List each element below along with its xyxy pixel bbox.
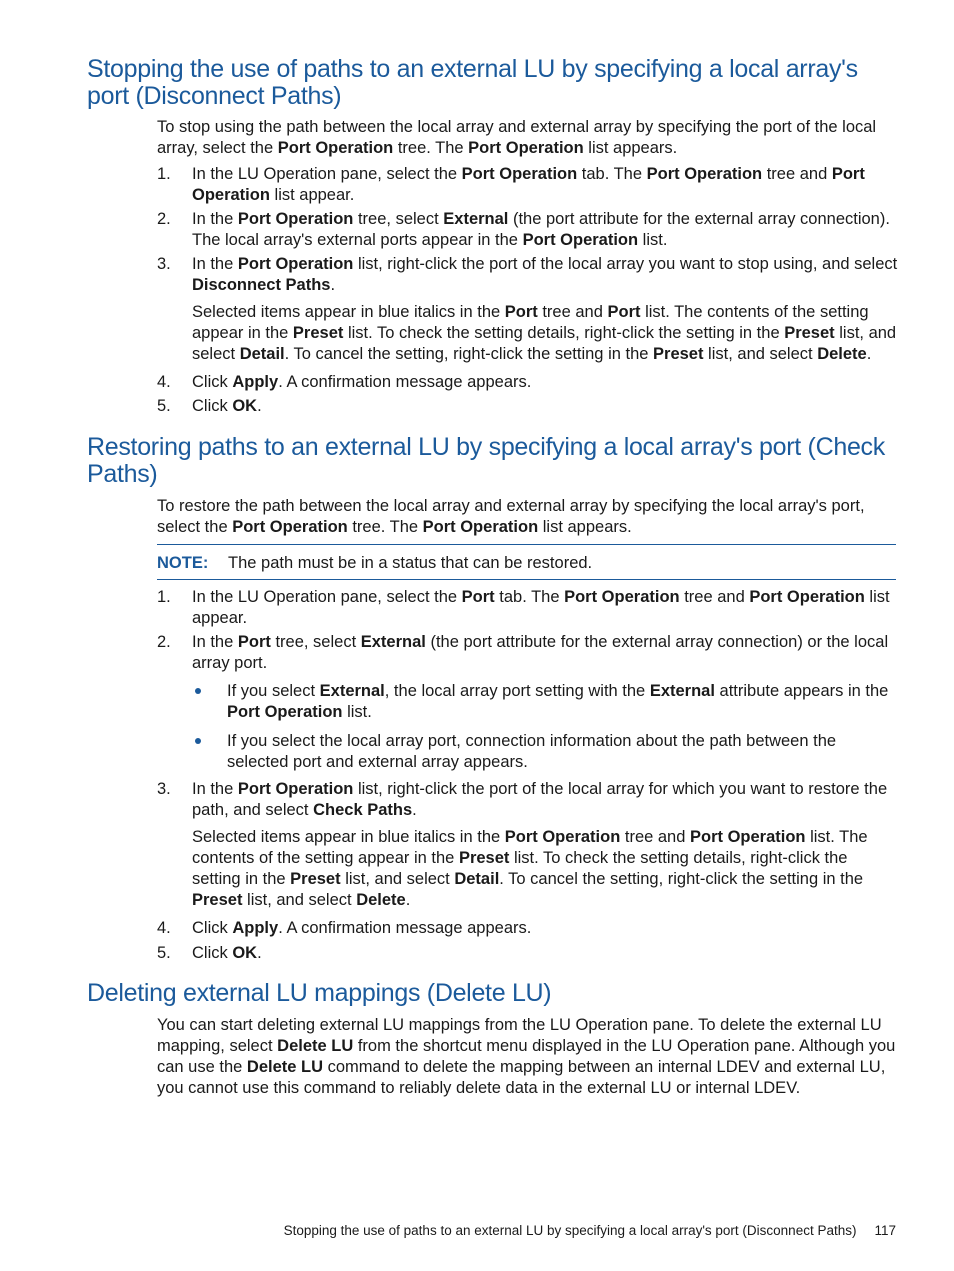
step-number: 1.: [157, 588, 171, 606]
step-number: 2.: [157, 210, 171, 228]
ui-term: Check Paths: [313, 801, 413, 819]
ui-term: Port Operation: [690, 828, 806, 846]
section-heading-delete-lu: Deleting external LU mappings (Delete LU): [87, 979, 552, 1007]
ui-term: Apply: [232, 919, 279, 937]
ui-term: Delete: [356, 891, 406, 909]
note-box: [157, 544, 896, 580]
section2-intro: To restore the path between the local array and external array by specifying the local array's port, select the Port Operation tree. The Port Operation list appears.: [157, 497, 865, 536]
step-text: In the LU Operation pane, select the Port Operation tab. The Port Operation tree and Port Operation list appear.: [192, 165, 865, 204]
step-text: In the Port Operation list, right-click the port of the local array for which you want to restore the path, and select Check Paths.: [192, 780, 888, 819]
ui-term: Preset: [653, 345, 704, 363]
ui-term: Port Operation: [564, 588, 680, 606]
ui-term: Port Operation: [277, 139, 394, 157]
step-text: In the Port Operation list, right-click the port of the local array you want to stop using, and select Disconnect Paths.: [192, 255, 898, 294]
step-text: In the Port tree, select External (the port attribute for the external array connection) or the local array port.: [192, 633, 889, 672]
ui-term: Port: [504, 303, 538, 321]
note-text: The path must be in a status that can be restored.: [228, 554, 593, 572]
step-text: In the LU Operation pane, select the Port tab. The Port Operation tree and Port Operation list appear.: [192, 588, 890, 627]
ui-term: Port Operation: [192, 165, 865, 204]
section3-body: You can start deleting external LU mappings from the LU Operation pane. To delete the external LU mapping, select Delete LU from the shortcut menu displayed in the LU Operation pane. Although you can use the Delete LU command to delete the mapping between an internal LDEV and external LU, you cannot use this command to reliably delete data in the external LU or internal LDEV.: [157, 1016, 896, 1097]
ui-term: Port: [237, 633, 271, 651]
ui-term: OK: [232, 944, 258, 962]
page-number: 117: [874, 1223, 896, 1238]
section2-step3-note: Selected items appear in blue italics in the Port Operation tree and Port Operation list. The contents of the setting appear in the Preset list. To check the setting details, right-click the setting in the Preset list, and select Detail. To cancel the setting, right-click the setting in the Preset list, and select Delete.: [192, 828, 868, 909]
ui-term: Preset: [458, 849, 510, 867]
ui-term: Port Operation: [237, 780, 354, 798]
section1-step3-note: Selected items appear in blue italics in the Port tree and Port list. The contents of the setting appear in the Preset list. To check the setting details, right-click the setting in the Preset list, and select Detail. To cancel the setting, right-click the setting in the Preset list, and select Delete.: [192, 303, 897, 363]
step-number: 1.: [157, 165, 171, 183]
ui-term: Detail: [454, 870, 500, 888]
step-number: 5.: [157, 944, 171, 962]
section-heading-disconnect-paths: Stopping the use of paths to an external LU by specifying a local array's port (Disconnect Paths): [87, 55, 858, 110]
bullet-text: If you select External, the local array port setting with the External attribute appears in the Port Operation list.: [227, 682, 889, 721]
step-number: 4.: [157, 373, 171, 391]
step-text: Click OK.: [192, 397, 262, 415]
ui-term: Preset: [292, 324, 344, 342]
ui-term: Preset: [290, 870, 341, 888]
footer-title: Stopping the use of paths to an external LU by specifying a local array's port (Disconnect Paths): [283, 1223, 857, 1238]
bullet-text: If you select the local array port, connection information about the path between the selected port and external array appears.: [227, 732, 837, 771]
ui-term: Port Operation: [237, 210, 354, 228]
ui-term: Delete: [817, 345, 867, 363]
step-text: Click Apply. A confirmation message appears.: [192, 373, 532, 391]
ui-term: Delete LU: [246, 1058, 324, 1076]
ui-term: Apply: [232, 373, 279, 391]
ui-term: Port: [607, 303, 641, 321]
ui-term: Port Operation: [232, 518, 348, 536]
ui-term: Preset: [192, 891, 243, 909]
ui-term: External: [443, 210, 509, 228]
step-number: 3.: [157, 255, 171, 273]
ui-term: Port Operation: [504, 828, 621, 846]
ui-term: Port Operation: [522, 231, 639, 249]
ui-term: External: [649, 682, 715, 700]
step-number: 5.: [157, 397, 171, 415]
ui-term: Delete LU: [277, 1037, 354, 1055]
ui-term: Port Operation: [646, 165, 763, 183]
ui-term: Port Operation: [749, 588, 865, 606]
ui-term: External: [319, 682, 385, 700]
bullet-icon: [195, 688, 201, 694]
ui-term: Disconnect Paths: [192, 276, 331, 294]
ui-term: External: [360, 633, 426, 651]
step-number: 4.: [157, 919, 171, 937]
section1-intro: To stop using the path between the local array and external array by specifying the port of the local array, select the Port Operation tree. The Port Operation list appears.: [157, 118, 877, 157]
ui-term: Port Operation: [461, 165, 578, 183]
step-text: Click OK.: [192, 944, 262, 962]
step-text: Click Apply. A confirmation message appears.: [192, 919, 532, 937]
ui-term: Port Operation: [227, 703, 343, 721]
section-heading-check-paths: Restoring paths to an external LU by specifying a local array's port (Check Paths): [87, 433, 885, 488]
ui-term: Port Operation: [237, 255, 354, 273]
step-text: In the Port Operation tree, select External (the port attribute for the external array connection). The local array's external ports appear in the Port Operation list.: [192, 210, 890, 249]
ui-term: Port Operation: [468, 139, 584, 157]
ui-term: Port Operation: [422, 518, 539, 536]
ui-term: OK: [232, 397, 258, 415]
step-number: 3.: [157, 780, 171, 798]
bullet-icon: [195, 738, 201, 744]
step-number: 2.: [157, 633, 171, 651]
ui-term: Preset: [784, 324, 835, 342]
note-label: NOTE:: [157, 554, 209, 572]
ui-term: Port: [461, 588, 495, 606]
ui-term: Detail: [239, 345, 285, 363]
page-footer: [284, 1222, 896, 1240]
